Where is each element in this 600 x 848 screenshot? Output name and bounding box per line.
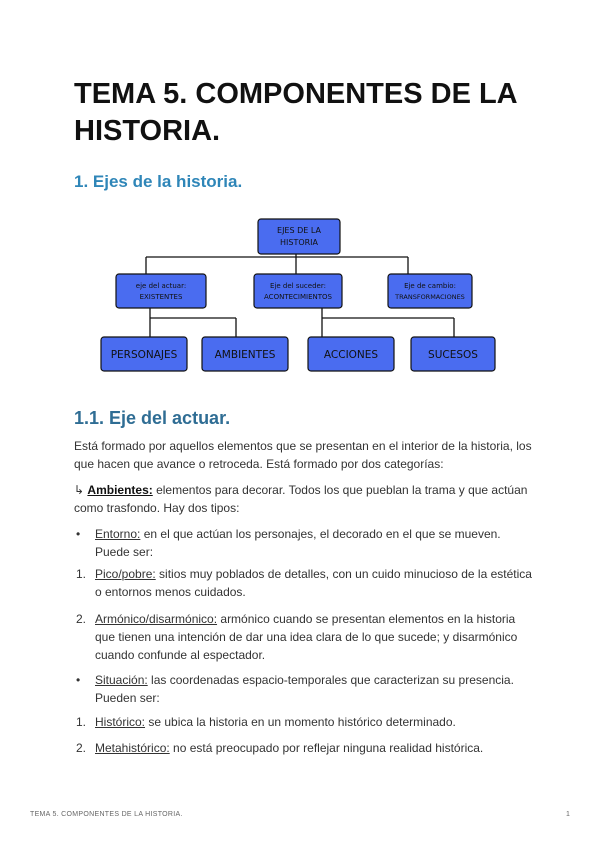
bullet-marker: • <box>76 527 81 541</box>
diagram-leaf-sucesos: SUCESOS <box>428 349 478 361</box>
diagram-branch-box-3 <box>388 274 472 308</box>
item-term: Entorno: <box>95 527 141 541</box>
number-marker: 2. <box>76 741 87 755</box>
item-term: Metahistórico: <box>95 741 170 755</box>
intro-paragraph: Está formado por aquellos elementos que se presentan en el interior de la historia, los que hacen que avance o retroceda. Está formado por dos categorías: <box>74 439 532 471</box>
ejes-diagram <box>96 212 496 378</box>
number-marker: 2. <box>76 612 87 626</box>
number-marker: 1. <box>76 715 87 729</box>
item-term: Situación: <box>95 673 148 687</box>
diagram-branch-box-1 <box>116 274 206 308</box>
list-item <box>74 739 534 757</box>
item-text: no está preocupado por reflejar ninguna realidad histórica. <box>173 741 484 755</box>
diagram-branch-2-line2: ACONTECIMIENTOS <box>264 293 332 301</box>
arrow-icon: ↳ <box>74 483 85 497</box>
item-text: sitios muy poblados de detalles, con un cuido minucioso de la estética o entornos menos cuidados. <box>95 567 532 599</box>
list-situacion <box>74 671 534 707</box>
diagram-root-line1: EJES DE LA <box>277 226 321 235</box>
list-armonico <box>74 610 534 664</box>
list-item <box>74 565 534 601</box>
list-historico <box>74 713 534 731</box>
item-term: Pico/pobre: <box>95 567 156 581</box>
diagram-branch-1-line1: eje del actuar: <box>135 282 187 290</box>
ambientes-paragraph <box>74 481 534 517</box>
item-term: Histórico: <box>95 715 146 729</box>
diagram-leaf-ambientes: AMBIENTES <box>214 349 276 361</box>
item-text: las coordenadas espacio-temporales que caracterizan su presencia. Pueden ser: <box>95 673 514 705</box>
diagram-root-box <box>258 219 340 254</box>
page-number: 1 <box>566 811 570 818</box>
ambientes-text: elementos para decorar. Todos los que pueblan la trama y que actúan como trasfondo. Hay dos tipos: <box>74 483 528 515</box>
list-pico-pobre <box>74 565 534 601</box>
diagram-branch-3-line1: Eje de cambio: <box>404 282 456 290</box>
section-heading-eje-actuar: 1.1. Eje del actuar. <box>74 408 231 428</box>
diagram-leaf-personajes: PERSONAJES <box>110 349 178 361</box>
ambientes-term: Ambientes: <box>87 483 153 497</box>
list-item <box>74 525 534 561</box>
list-item <box>74 671 534 707</box>
diagram-root-line2: HISTORIA <box>279 238 319 247</box>
diagram-leaf-acciones: ACCIONES <box>323 349 379 361</box>
list-item <box>74 713 534 731</box>
list-metahistorico <box>74 739 534 757</box>
diagram-branch-3-line2: TRANSFORMACIONES <box>395 293 465 301</box>
bullet-marker: • <box>76 673 81 687</box>
item-text: armónico cuando se presentan elementos en la historia que tienen una intención de dar una idea clara de lo que sucede; y disarmónico cuando confunde al espectador. <box>95 612 518 662</box>
list-item <box>74 610 534 664</box>
section-heading-ejes: 1. Ejes de la historia. <box>74 172 243 191</box>
diagram-branch-1-line2: EXISTENTES <box>139 293 183 301</box>
list-entorno <box>74 525 534 561</box>
item-text: se ubica la historia en un momento histórico determinado. <box>148 715 456 729</box>
diagram-branch-box-2 <box>254 274 342 308</box>
page-title: TEMA 5. COMPONENTES DE LA HISTORIA. <box>74 78 517 147</box>
item-term: Armónico/disarmónico: <box>95 612 218 626</box>
diagram-branch-2-line1: Eje del suceder: <box>270 282 326 290</box>
page-footer: TEMA 5. COMPONENTES DE LA HISTORIA. <box>30 811 183 818</box>
item-text: en el que actúan los personajes, el decorado en el que se mueven. Puede ser: <box>95 527 501 559</box>
number-marker: 1. <box>76 567 87 581</box>
